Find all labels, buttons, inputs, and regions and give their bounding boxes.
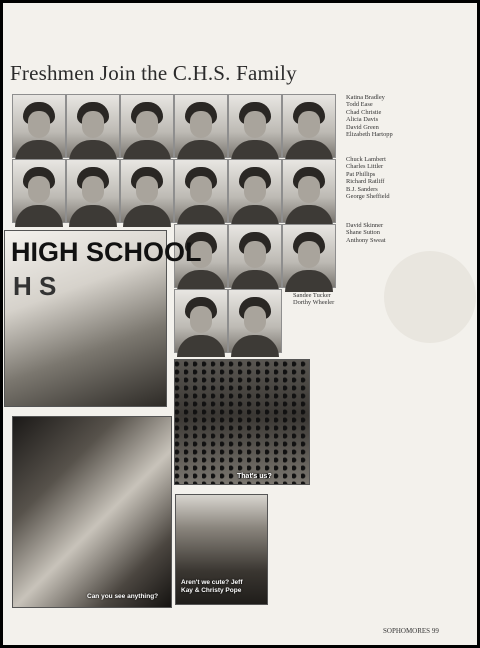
student-portrait [66, 159, 120, 223]
name-list-row-4 [293, 292, 334, 307]
student-portrait [282, 159, 336, 223]
lunch-line-photo [12, 416, 172, 608]
student-portrait [174, 289, 228, 353]
student-portrait [12, 94, 66, 158]
yearbook-page [3, 3, 477, 645]
student-portrait [282, 94, 336, 158]
student-name: Chad Christie [346, 108, 382, 116]
student-name: Anthony Sweat [346, 236, 386, 244]
party-photo [175, 494, 268, 605]
student-name: David Green [346, 123, 379, 131]
student-portrait [228, 224, 282, 288]
page-footer: SOPHOMORES 99 [383, 627, 439, 635]
crowd-caption: That's us? [237, 473, 272, 480]
student-name: B.J. Sanders [346, 185, 378, 193]
student-name: Shane Sutton [346, 229, 380, 237]
student-name: Chuck Lambert [346, 156, 386, 163]
student-name: Charles Littler [346, 163, 384, 171]
student-portrait [12, 159, 66, 223]
student-portrait [228, 159, 282, 223]
name-list-row-2 [346, 156, 390, 200]
student-portrait [120, 94, 174, 158]
student-name: Katina Bradley [346, 94, 385, 101]
banner-text: HIGH SCHOOL [11, 237, 202, 267]
name-list-row-1 [346, 94, 393, 138]
student-portrait [66, 94, 120, 158]
banner-subtext: H S [13, 271, 57, 301]
student-portrait [282, 224, 336, 288]
party-caption-line-1: Aren't we cute? Jeff [181, 579, 243, 586]
student-name: Sandee Tucker [293, 292, 331, 299]
high-school-banner-photo [4, 230, 202, 407]
student-portrait [174, 159, 228, 223]
watermark-emblem [384, 251, 476, 343]
student-name: Dorthy Wheeler [293, 299, 335, 307]
name-list-row-3 [346, 222, 386, 244]
student-name: Pat Phillips [346, 170, 376, 178]
student-portrait [228, 94, 282, 158]
student-portrait [174, 94, 228, 158]
crowd-photo [174, 359, 310, 485]
party-caption-line-2: Kay & Christy Pope [181, 587, 242, 594]
student-name: George Sheffield [346, 192, 390, 200]
student-name: David Skinner [346, 222, 384, 229]
line-caption: Can you see anything? [87, 593, 159, 600]
student-name: Richard Ratliff [346, 178, 385, 186]
page-title: Freshmen Join the C.H.S. Family [10, 61, 297, 85]
student-name: Todd Ease [346, 101, 373, 109]
student-name: Alicia Davis [346, 116, 379, 124]
student-name: Elizabeth Hartopp [346, 130, 393, 138]
student-portrait [228, 289, 282, 353]
student-portrait [120, 159, 174, 223]
